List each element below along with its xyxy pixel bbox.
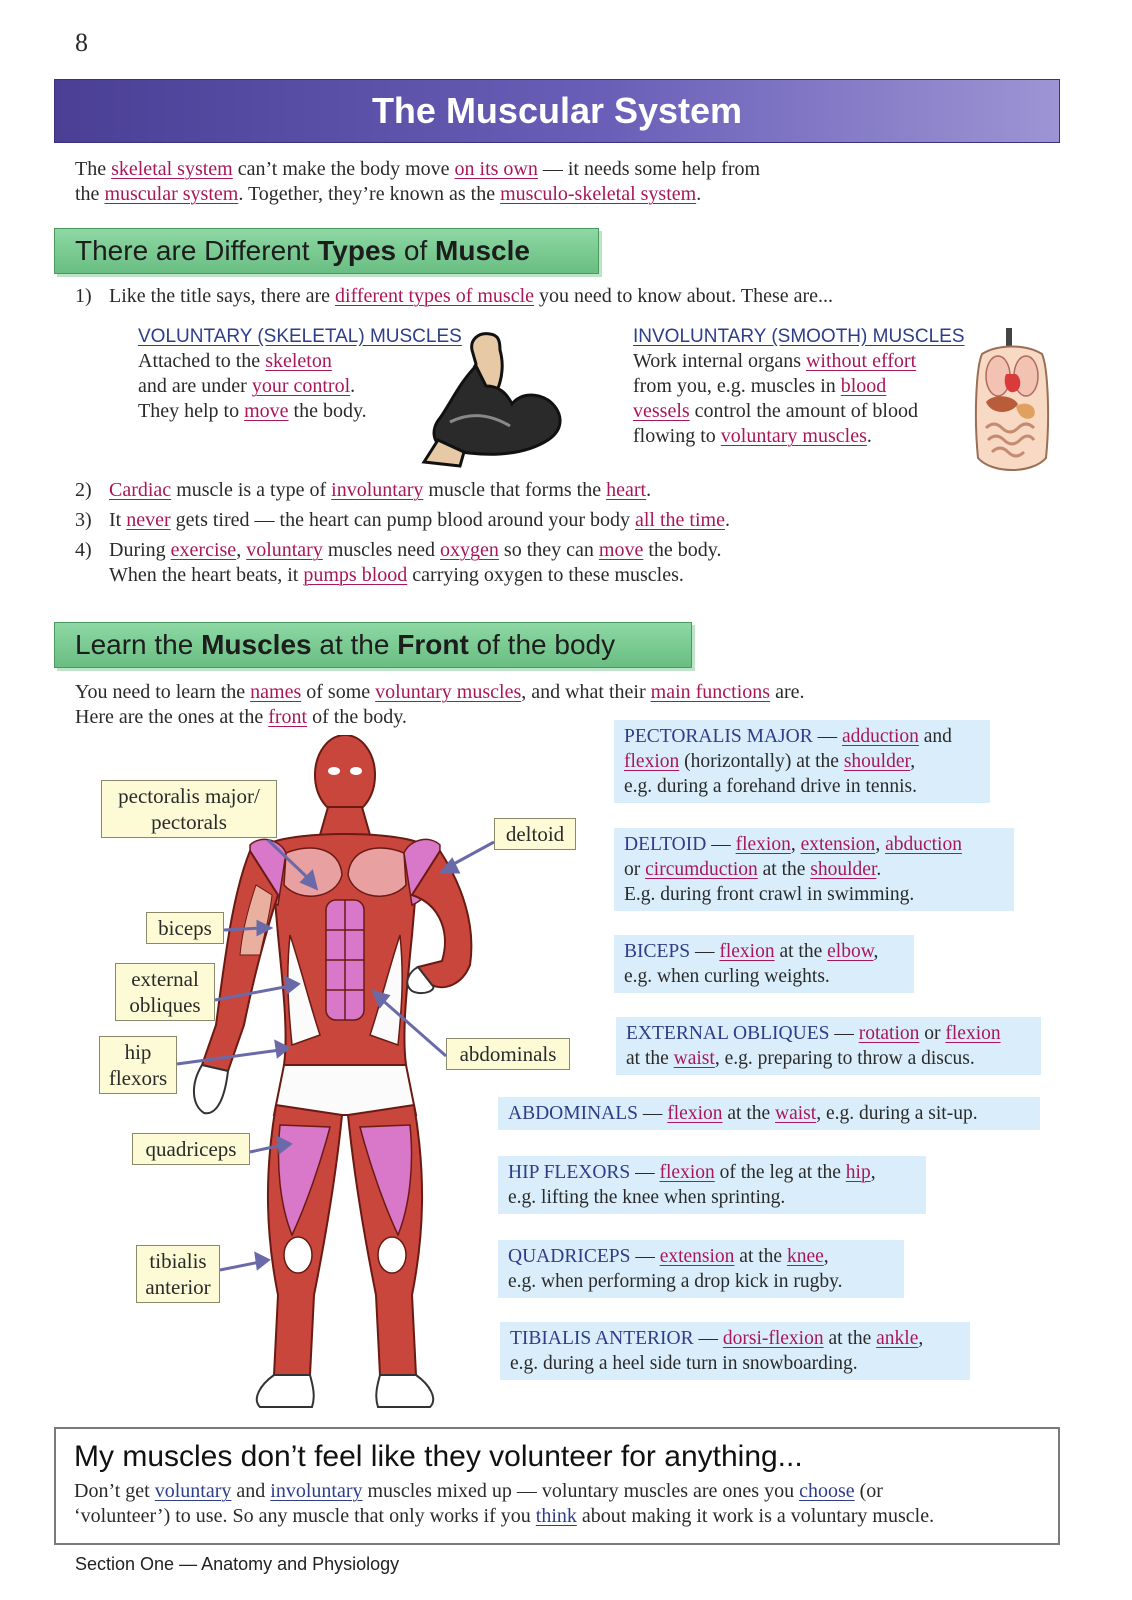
info-hip-flexors: HIP FLEXORS — flexion of the leg at the hip, e.g. lifting the knee when sprinting. bbox=[498, 1156, 926, 1214]
info-tibialis-anterior: TIBIALIS ANTERIOR — dorsi-flexion at the ankle, e.g. during a heel side turn in snowboarding. bbox=[500, 1322, 970, 1380]
note-text: Don’t get voluntary and involuntary muscles mixed up — voluntary muscles are ones you choose (or ‘volunteer’) to use. So any muscle that only works if you think about making it work is a voluntary muscle. bbox=[74, 1480, 935, 1527]
involuntary-heading: INVOLUNTARY (SMOOTH) MUSCLES bbox=[633, 326, 965, 347]
note-title: My muscles don’t feel like they volunteer for anything... bbox=[74, 1440, 803, 1473]
page-number: 8 bbox=[75, 28, 88, 57]
label-quadriceps: quadriceps bbox=[132, 1133, 250, 1165]
list-item-4: 4) During exercise, voluntary muscles need oxygen so they can move the body. When the heart beats, it pumps blood carrying oxygen to these muscles. bbox=[75, 539, 722, 586]
label-deltoid: deltoid bbox=[494, 818, 576, 850]
label-abdominals: abdominals bbox=[446, 1038, 570, 1070]
info-quadriceps: QUADRICEPS — extension at the knee, e.g. when performing a drop kick in rugby. bbox=[498, 1240, 904, 1298]
label-biceps: biceps bbox=[146, 912, 224, 944]
page-title: The Muscular System bbox=[371, 90, 743, 131]
section-heading-muscle-types: There are Different Types of Muscle bbox=[54, 228, 599, 274]
internal-organs-icon bbox=[972, 328, 1052, 478]
voluntary-heading: VOLUNTARY (SKELETAL) MUSCLES bbox=[138, 326, 462, 347]
info-deltoid: DELTOID — flexion, extension, abduction or circumduction at the shoulder. E.g. during front crawl in swimming. bbox=[614, 828, 1014, 911]
intro-paragraph: The skeletal system can’t make the body move on its own — it needs some help from the muscular system. Together, they’re known as the musculo-skeletal system. bbox=[75, 158, 761, 205]
list-item-3: 3) It never gets tired — the heart can pump blood around your body all the time. bbox=[75, 509, 730, 531]
flexed-arm-icon bbox=[420, 330, 570, 468]
label-hip-flexors: hip flexors bbox=[99, 1036, 177, 1094]
list-item-1: 1) Like the title says, there are different types of muscle you need to know about. These are... bbox=[75, 285, 834, 307]
list-item-2: 2) Cardiac muscle is a type of involuntary muscle that forms the heart. bbox=[75, 479, 652, 501]
info-pectoralis-major: PECTORALIS MAJOR — adduction and flexion (horizontally) at the shoulder, e.g. during a forehand drive in tennis. bbox=[614, 720, 990, 803]
info-external-obliques: EXTERNAL OBLIQUES — rotation or flexion at the waist, e.g. preparing to throw a discus. bbox=[616, 1017, 1041, 1075]
section-heading-front-muscles: Learn the Muscles at the Front of the body bbox=[54, 622, 692, 668]
page-footer: Section One — Anatomy and Physiology bbox=[75, 1554, 400, 1574]
voluntary-muscles-block: VOLUNTARY (SKELETAL) MUSCLES Attached to the skeleton and are under your control. They help to move the body. bbox=[138, 324, 558, 424]
label-tibialis-anterior: tibialis anterior bbox=[136, 1245, 220, 1303]
summary-note-box bbox=[54, 1427, 1060, 1545]
label-external-obliques: external obliques bbox=[115, 963, 215, 1021]
label-pectoralis: pectoralis major/ pectorals bbox=[101, 780, 277, 838]
muscle-facts-list bbox=[75, 478, 1035, 593]
involuntary-muscles-block: INVOLUNTARY (SMOOTH) MUSCLES Work internal organs without effort from you, e.g. muscles in blood vessels control the amount of blood flowing to voluntary muscles. bbox=[633, 324, 993, 449]
front-muscles-intro: You need to learn the names of some voluntary muscles, and what their main functions are. Here are the ones at the front of the body. bbox=[75, 681, 805, 728]
info-biceps: BICEPS — flexion at the elbow, e.g. when curling weights. bbox=[614, 935, 914, 993]
title-bar bbox=[54, 79, 1060, 143]
info-abdominals: ABDOMINALS — flexion at the waist, e.g. during a sit-up. bbox=[498, 1097, 1040, 1130]
